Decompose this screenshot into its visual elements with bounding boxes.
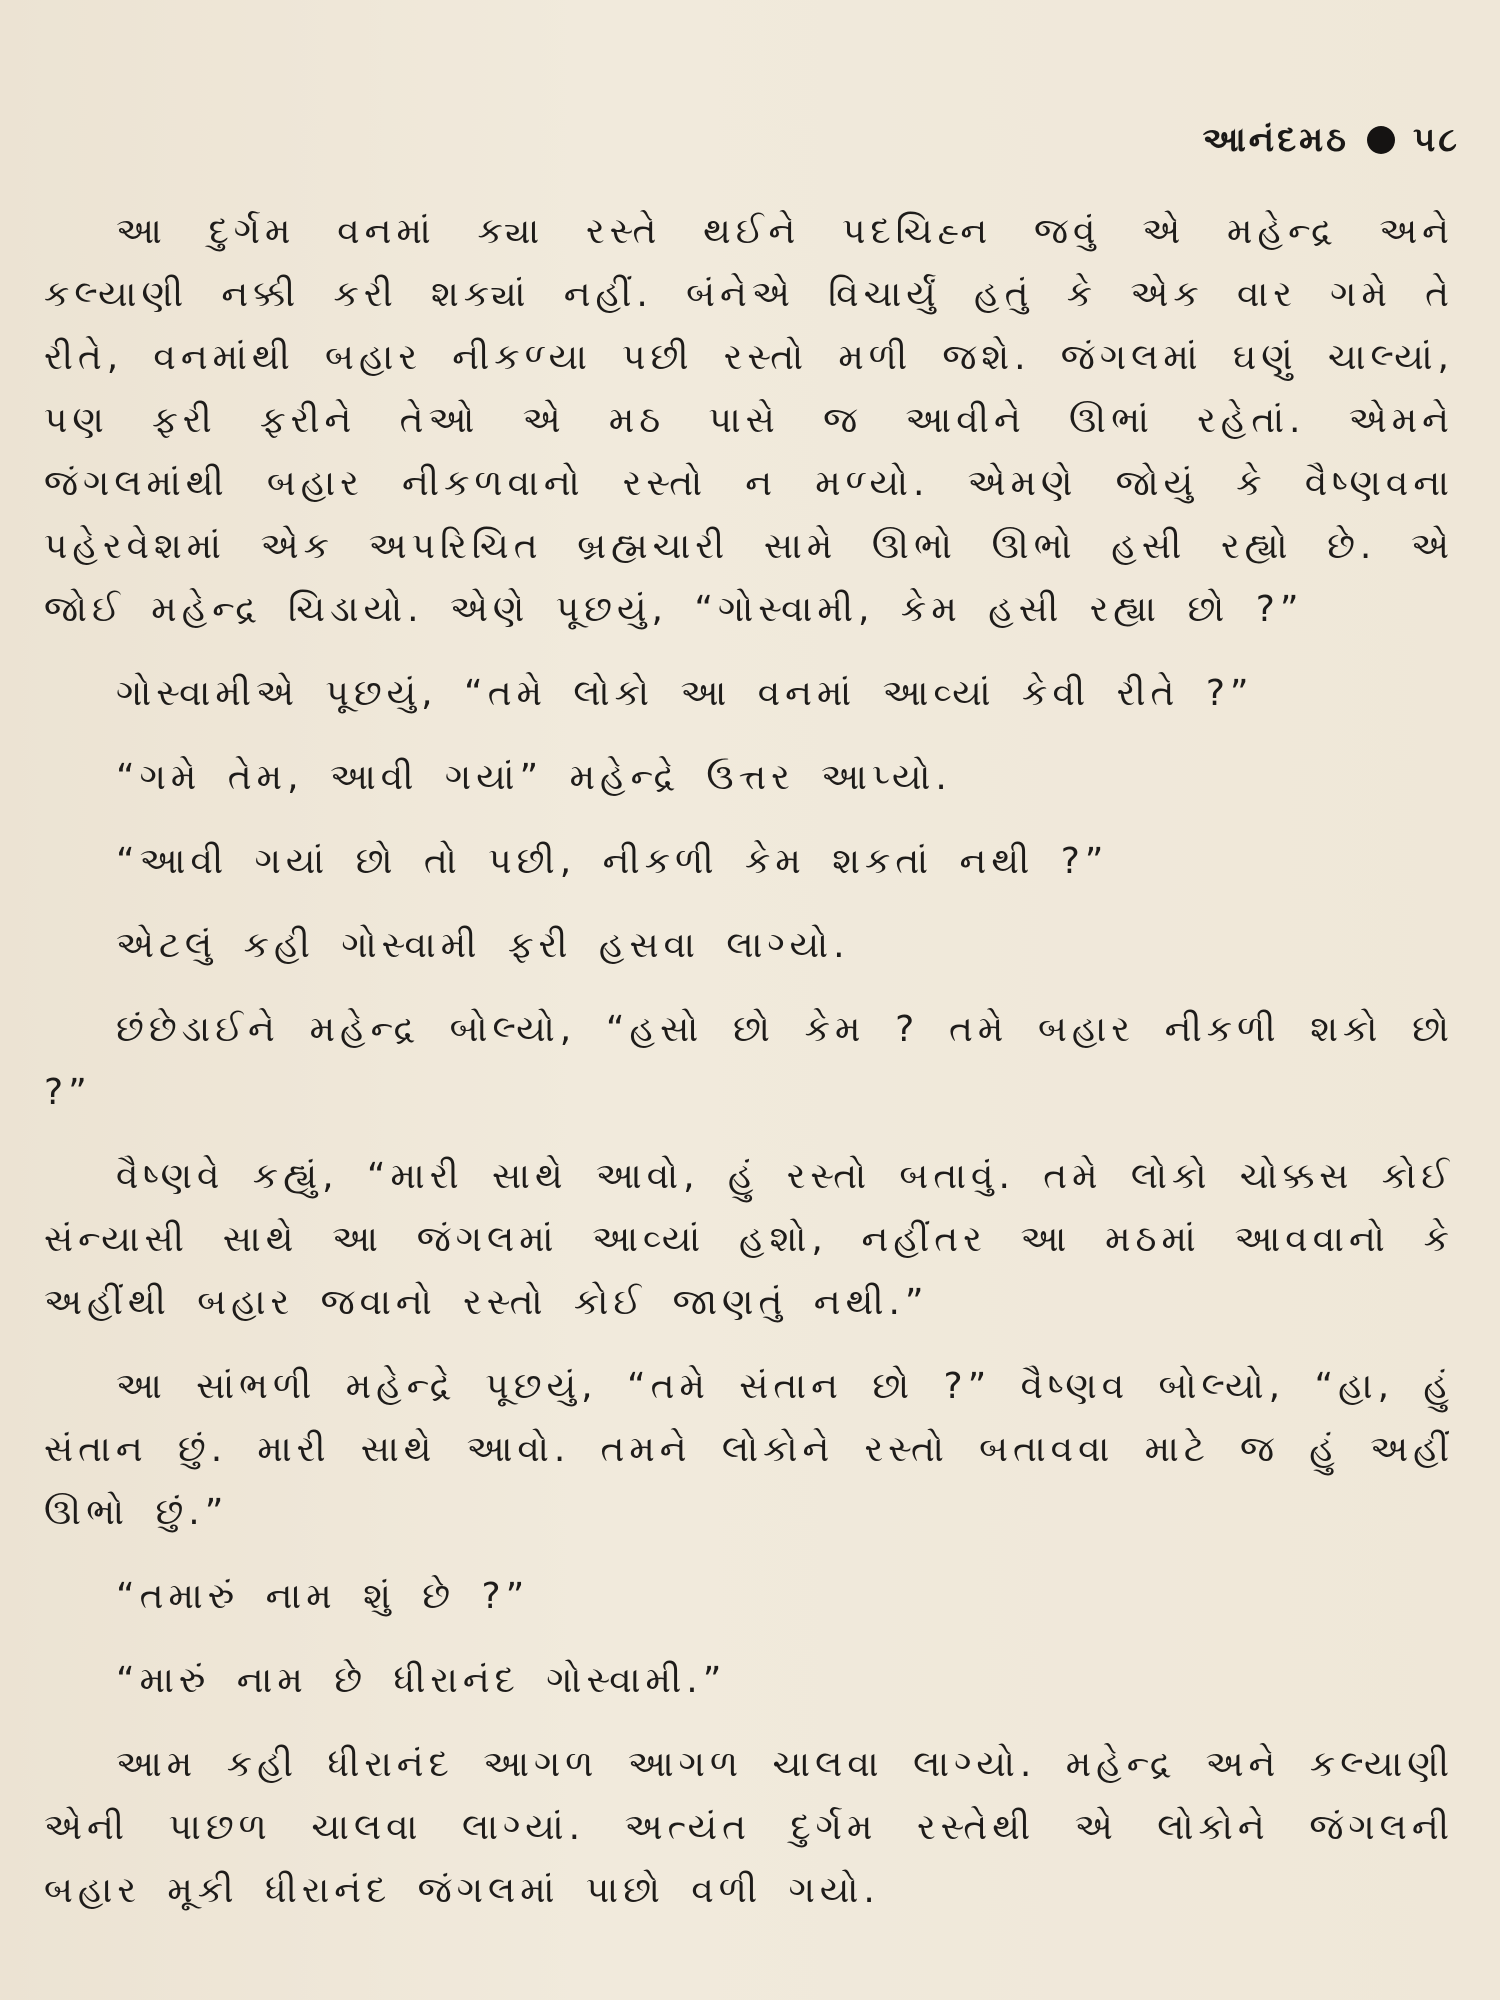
paragraph-10: “મારું નામ છે ધીરાનંદ ગોસ્વામી.”: [116, 1660, 727, 1701]
text-body: [44, 200, 1454, 1943]
bullet-dot-icon: [1367, 126, 1395, 154]
paragraph-5: એટલું કહી ગોસ્વામી ફરી હસવા લાગ્યો.: [116, 925, 850, 966]
paragraph-11: આમ કહી ધીરાનંદ આગળ આગળ ચાલવા લાગ્યો. મહેન્દ્ર અને કલ્યાણી એની પાછળ ચાલવા લાગ્યાં. અત્યંત દુર્ગમ રસ્તેથી એ લોકોને જંગલની બહાર મૂકી ધીરાનંદ જંગલમાં પાછો વળી ગયો.: [44, 1744, 1454, 1911]
paragraph-9: “તમારું નામ શું છે ?”: [116, 1576, 530, 1617]
paragraph-6: છંછેડાઈને મહેન્દ્ર બોલ્યો, “હસો છો કેમ ? તમે બહાર નીકળી શકો છો ?”: [44, 1009, 1454, 1113]
book-title: આનંદમઠ: [1202, 120, 1349, 160]
running-header: [1203, 120, 1460, 160]
paragraph-4: “આવી ગયાં છો તો પછી, નીકળી કેમ શકતાં નથી ?”: [116, 841, 1109, 882]
paragraph-3: “ગમે તેમ, આવી ગયાં” મહેન્દ્રે ઉત્તર આપ્યો.: [116, 757, 952, 798]
paragraph-1: આ દુર્ગમ વનમાં ક્યા રસ્તે થઈને પદચિહ્ન જવું એ મહેન્દ્ર અને કલ્યાણી નક્કી કરી શક્યાં નહીં. બંનેએ વિચાર્યું હતું કે એક વાર ગમે તે રીતે, વનમાંથી બહાર નીકળ્યા પછી રસ્તો મળી જશે. જંગલમાં ઘણું ચાલ્યાં, પણ ફરી ફરીને તેઓ એ મઠ પાસે જ આવીને ઊભાં રહેતાં. એમને જંગલમાંથી બહાર નીકળવાનો રસ્તો ન મળ્યો. એમણે જોયું કે વૈષ્ણવના પહેરવેશમાં એક અપરિચિત બ્રહ્મચારી સામે ઊભો ઊભો હસી રહ્યો છે. એ જોઈ મહેન્દ્ર ચિડાયો. એણે પૂછયું, “ગોસ્વામી, કેમ હસી રહ્યા છો ?”: [44, 211, 1454, 630]
paragraph-8: આ સાંભળી મહેન્દ્રે પૂછયું, “તમે સંતાન છો ?” વૈષ્ણવ બોલ્યો, “હા, હું સંતાન છું. મારી સાથે આવો. તમને લોકોને રસ્તો બતાવવા માટે જ હું અહીં ઊભો છું.”: [44, 1366, 1454, 1533]
paragraph-2: ગોસ્વામીએ પૂછયું, “તમે લોકો આ વનમાં આવ્યાં કેવી રીતે ?”: [116, 673, 1254, 714]
page-number: ૫૮: [1412, 120, 1460, 160]
paragraph-7: વૈષ્ણવે કહ્યું, “મારી સાથે આવો, હું રસ્તો બતાવું. તમે લોકો ચોક્કસ કોઈ સંન્યાસી સાથે આ જંગલમાં આવ્યાં હશો, નહીંતર આ મઠમાં આવવાનો કે અહીંથી બહાર જવાનો રસ્તો કોઈ જાણતું નથી.”: [44, 1156, 1454, 1323]
